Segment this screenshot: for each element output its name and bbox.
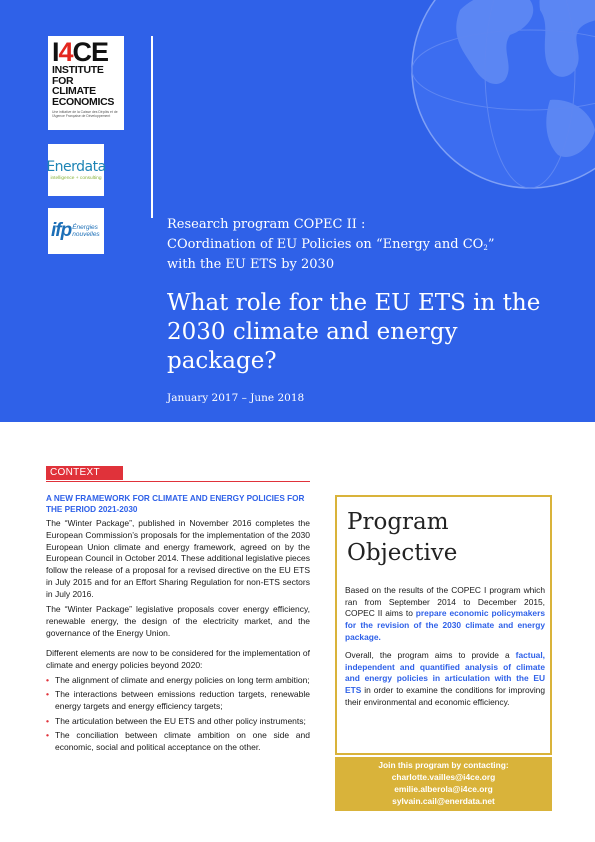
objective-title: Program Objective xyxy=(347,509,458,566)
divider-line xyxy=(151,36,153,218)
list-item: • The articulation between the EU ETS and other policy instruments; xyxy=(46,716,310,728)
i4ce-logo-line: CLIMATE xyxy=(52,85,96,97)
enerdata-logo xyxy=(48,144,104,196)
context-bullet-list xyxy=(46,675,310,756)
ifp-logo-text: Énergies nouvelles xyxy=(72,224,100,238)
enerdata-logo-word: Enerdata xyxy=(46,159,106,175)
i4ce-logo-tagline: Une initiative de la Caisse des Dépôts et de l'Agence Française de Développement xyxy=(52,110,118,118)
program-line-3: with the EU ETS by 2030 xyxy=(167,257,335,272)
contact-email[interactable]: charlotte.vailles@i4ce.org xyxy=(391,772,496,782)
page-title: What role for the EU ETS in the 2030 climate and energy package? xyxy=(167,290,541,374)
program-dates: January 2017 – June 2018 xyxy=(167,392,305,404)
enerdata-logo-sub: intelligence + consulting xyxy=(50,176,102,181)
contact-box xyxy=(335,757,552,811)
program-line-1: Research program COPEC II : xyxy=(167,217,366,232)
i4ce-logo xyxy=(48,36,124,130)
context-paragraph: Different elements are now to be considered for the implementation of climate and energy policies beyond 2020: xyxy=(46,648,310,670)
context-label: CONTEXT xyxy=(46,466,123,480)
contact-email[interactable]: sylvain.cail@enerdata.net xyxy=(392,796,495,806)
ifp-logo-mark: ifp xyxy=(51,220,72,241)
objective-highlight: factual, independent and quantified analysis of climate and energy policies in articulation with the EU ETS xyxy=(345,650,545,696)
i4ce-logo-line: ECONOMICS xyxy=(52,95,115,108)
objective-paragraph: Based on the results of the COPEC I program which ran from September 2014 to December 2015, COPEC II aims to prepare economic policymakers for the revision of the 2030 climate and energy package. xyxy=(345,585,545,642)
i4ce-logo-line: INSTITUTE FOR xyxy=(52,64,104,87)
program-objective-box xyxy=(335,495,552,755)
i4ce-logo-mark: I4CE xyxy=(52,37,109,67)
contact-email[interactable]: emilie.alberola@i4ce.org xyxy=(394,784,493,794)
context-paragraph: The “Winter Package”, published in November 2016 completes the European Commission’s proposals for the implementation of the 2030 European Union climate and energy framework, agreed on by the European Council in October 2014. These additional legislative pieces follow the release of a proposal for a revised directive on the EU ETS in July 2015 and for an Effort Sharing Regulation for non-ETS sectors in July 2016. xyxy=(46,518,310,599)
list-item: • The conciliation between climate ambition on one side and economic, social and political acceptance on the other. xyxy=(46,730,310,754)
globe-icon xyxy=(400,0,595,200)
list-item: • The interactions between emissions reduction targets, renewable energy targets and energy efficiency targets; xyxy=(46,689,310,713)
program-line-2: COordination of EU Policies on “Energy and CO2” xyxy=(167,237,495,252)
section-heading: A NEW FRAMEWORK FOR CLIMATE AND ENERGY POLICIES FOR THE PERIOD 2021-2030 xyxy=(46,494,305,514)
context-divider xyxy=(46,481,310,482)
objective-paragraph: Overall, the program aims to provide a factual, independent and quantified analysis of climate and energy policies in articulation with the EU ETS in order to examine the conditions for improving their environmental and economic efficiency. xyxy=(345,650,545,707)
objective-highlight: prepare economic policymakers for the revision of the 2030 climate and energy package. xyxy=(345,608,545,642)
ifp-logo xyxy=(48,208,104,254)
context-paragraph: The “Winter Package” legislative proposals cover energy efficiency, renewable energy, the design of the electricity market, and the governance of the Energy Union. xyxy=(46,604,310,638)
contact-heading: Join this program by contacting: xyxy=(378,760,509,770)
list-item: • The alignment of climate and energy policies on long term ambition; xyxy=(46,675,310,687)
